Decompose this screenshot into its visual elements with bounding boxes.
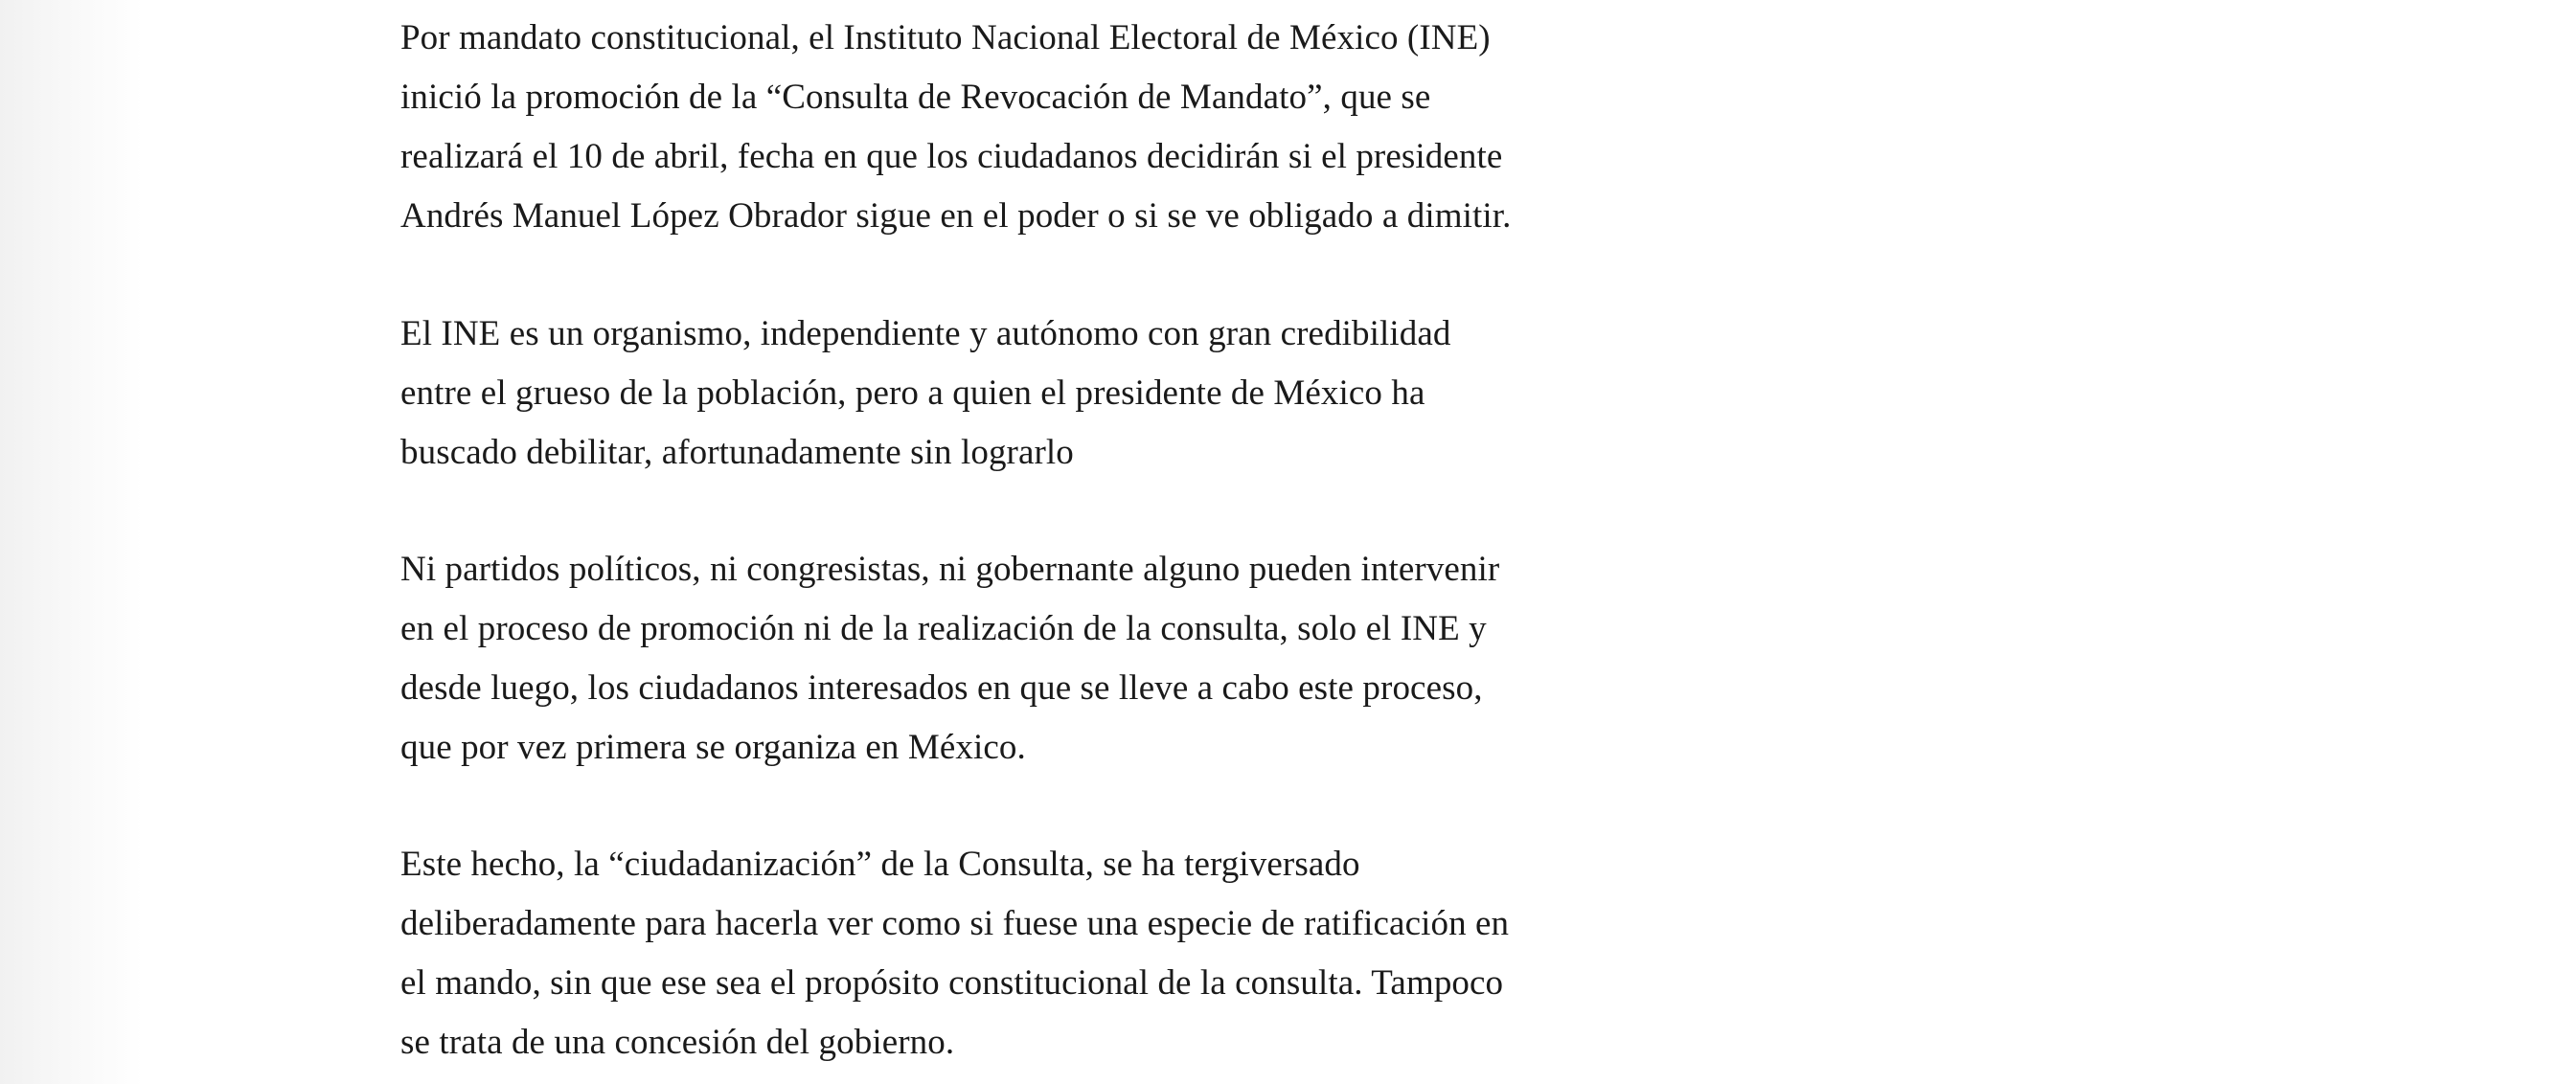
paragraph-line: buscado debilitar, afortunadamente sin lograrlo bbox=[400, 433, 1074, 472]
paragraph-line: realizará el 10 de abril, fecha en que los ciudadanos decidirán si el presidente bbox=[400, 137, 1503, 176]
paragraph-line: Andrés Manuel López Obrador sigue en el poder o si se ve obligado a dimitir. bbox=[400, 196, 1512, 236]
article-paragraph-4 bbox=[400, 835, 1509, 1073]
paragraph-line: inició la promoción de la “Consulta de Revocación de Mandato”, que se bbox=[400, 78, 1431, 117]
paragraph-line: desde luego, los ciudadanos interesados en que se lleve a cabo este proceso, bbox=[400, 668, 1483, 708]
article-paragraph-3 bbox=[400, 540, 1499, 778]
paragraph-line: Por mandato constitucional, el Instituto Nacional Electoral de México (INE) bbox=[400, 18, 1491, 57]
paragraph-line: que por vez primera se organiza en México. bbox=[400, 728, 1026, 767]
paragraph-line: Este hecho, la “ciudadanización” de la Consulta, se ha tergiversado bbox=[400, 845, 1360, 884]
left-page-shadow bbox=[0, 0, 144, 1084]
paragraph-line: en el proceso de promoción ni de la realización de la consulta, solo el INE y bbox=[400, 609, 1487, 648]
paragraph-line: Ni partidos políticos, ni congresistas, ni gobernante alguno pueden intervenir bbox=[400, 550, 1500, 589]
paragraph-line: se trata de una concesión del gobierno. bbox=[400, 1023, 955, 1062]
article-paragraph-1 bbox=[400, 9, 1511, 246]
article-paragraph-2 bbox=[400, 305, 1451, 483]
paragraph-line: entre el grueso de la población, pero a quien el presidente de México ha bbox=[400, 373, 1425, 413]
paragraph-line: El INE es un organismo, independiente y autónomo con gran credibilidad bbox=[400, 314, 1451, 353]
paragraph-line: el mando, sin que ese sea el propósito constitucional de la consulta. Tampoco bbox=[400, 963, 1504, 1003]
paragraph-line: deliberadamente para hacerla ver como si fuese una especie de ratificación en bbox=[400, 904, 1510, 943]
